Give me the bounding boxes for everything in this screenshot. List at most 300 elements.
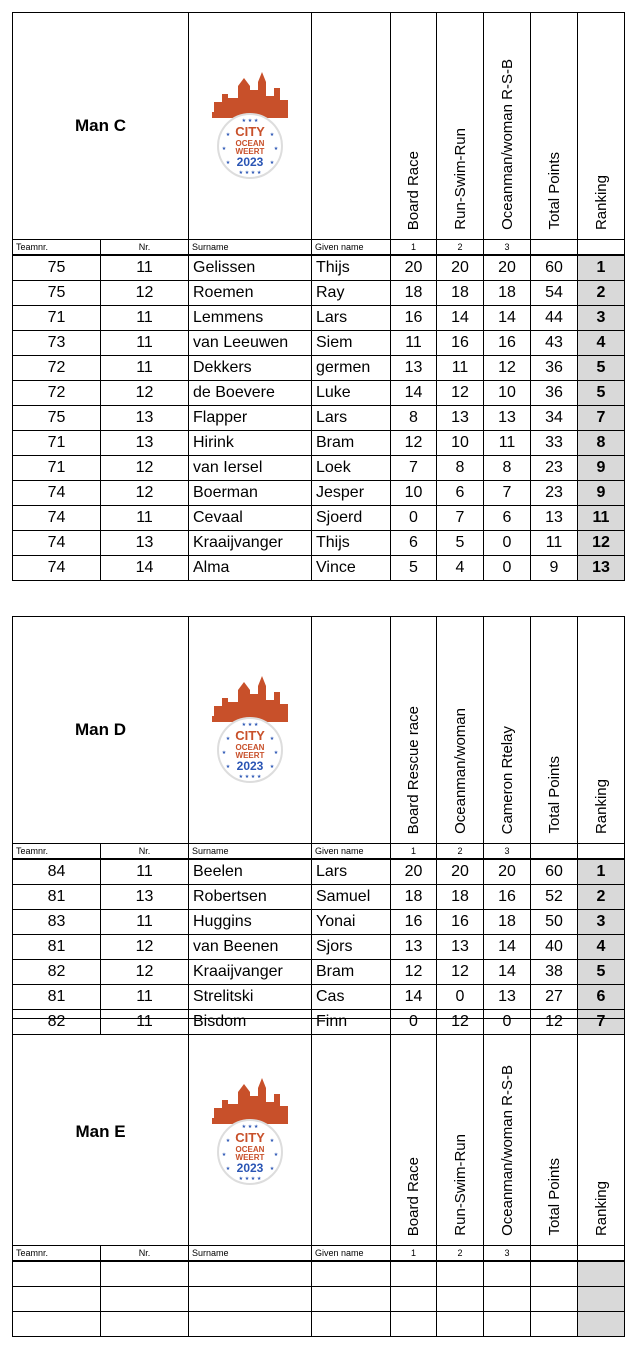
table-row — [13, 306, 625, 331]
event-label: Board Race — [405, 1156, 422, 1236]
empty-cell — [13, 1287, 101, 1312]
event-label: Run-Swim-Run — [451, 1134, 469, 1236]
subheader-blank — [531, 844, 578, 860]
cell-nr: 11 — [101, 859, 189, 885]
event-header — [484, 13, 531, 240]
cell-given: Yonai — [312, 910, 391, 935]
header-blank — [312, 1019, 391, 1246]
cell-surname: Roemen — [189, 281, 312, 306]
cell-team: 73 — [13, 331, 101, 356]
cell-p3: 13 — [484, 985, 531, 1010]
empty-cell — [437, 1287, 484, 1312]
cell-rank: 7 — [578, 406, 625, 431]
ranking-label: Ranking — [592, 1180, 610, 1236]
cell-team: 75 — [13, 281, 101, 306]
cell-total: 34 — [531, 406, 578, 431]
subheader-surname: Surname — [189, 844, 312, 860]
cell-p1: 12 — [391, 960, 437, 985]
cell-surname: Alma — [189, 556, 312, 581]
event-label: Board Race — [405, 150, 422, 230]
cell-p1: 14 — [391, 381, 437, 406]
cell-surname: Gelissen — [189, 255, 312, 281]
cell-nr: 11 — [101, 306, 189, 331]
cell-rank: 6 — [578, 985, 625, 1010]
svg-text:2023: 2023 — [236, 758, 264, 773]
subheader-e1: 1 — [391, 1246, 437, 1262]
cell-p2: 8 — [437, 456, 484, 481]
cell-total: 44 — [531, 306, 578, 331]
cell-p2: 20 — [437, 255, 484, 281]
cell-nr: 12 — [101, 935, 189, 960]
cell-p3: 14 — [484, 960, 531, 985]
svg-text:★ ★ ★: ★ ★ ★ — [241, 117, 259, 124]
cell-given: Jesper — [312, 481, 391, 506]
ranking-header — [578, 1019, 625, 1246]
cell-team: 72 — [13, 381, 101, 406]
cell-nr: 11 — [101, 506, 189, 531]
svg-text:CITY: CITY — [235, 123, 265, 139]
category-title: Man E — [13, 1019, 189, 1246]
svg-text:2023: 2023 — [236, 1160, 264, 1175]
cell-team: 82 — [13, 960, 101, 985]
svg-text:OCEAN: OCEAN — [235, 1144, 265, 1154]
cell-rank: 5 — [578, 960, 625, 985]
empty-rank-cell — [578, 1261, 625, 1287]
subheader-teamnr: Teamnr. — [13, 240, 101, 256]
subheader-surname: Surname — [189, 1246, 312, 1262]
cell-team: 75 — [13, 406, 101, 431]
subheader-nr: Nr. — [101, 1246, 189, 1262]
event-label: Cameron Rtelay — [498, 725, 516, 834]
cell-nr: 11 — [101, 985, 189, 1010]
cell-p3: 6 — [484, 506, 531, 531]
cell-p2: 12 — [437, 381, 484, 406]
table-row — [13, 481, 625, 506]
total-header — [531, 13, 578, 240]
cell-nr: 11 — [101, 356, 189, 381]
empty-cell — [312, 1287, 391, 1312]
city-ocean-weert-logo — [208, 68, 292, 180]
cell-p2: 11 — [437, 356, 484, 381]
cell-team: 81 — [13, 935, 101, 960]
cell-rank: 1 — [578, 859, 625, 885]
table-row — [13, 431, 625, 456]
subheader-given: Given name — [312, 844, 391, 860]
cell-p3: 20 — [484, 859, 531, 885]
cell-p2: 12 — [437, 960, 484, 985]
cell-given: Samuel — [312, 885, 391, 910]
svg-text:★: ★ — [225, 735, 231, 742]
cell-surname: Kraaijvanger — [189, 531, 312, 556]
cell-total: 23 — [531, 481, 578, 506]
cell-given: Thijs — [312, 531, 391, 556]
total-label: Total Points — [545, 1158, 563, 1236]
cell-given: Bram — [312, 960, 391, 985]
cell-team: 74 — [13, 531, 101, 556]
cell-rank: 2 — [578, 885, 625, 910]
cell-surname: Beelen — [189, 859, 312, 885]
cell-p1: 11 — [391, 331, 437, 356]
svg-text:2023: 2023 — [236, 154, 264, 169]
cell-given: Vince — [312, 556, 391, 581]
total-label: Total Points — [545, 756, 563, 834]
cell-p2: 13 — [437, 935, 484, 960]
table-row — [13, 456, 625, 481]
cell-surname: Robertsen — [189, 885, 312, 910]
table-row — [13, 960, 625, 985]
cell-p2: 16 — [437, 910, 484, 935]
cell-team: 75 — [13, 255, 101, 281]
subheader-e1: 1 — [391, 240, 437, 256]
cell-p2: 4 — [437, 556, 484, 581]
cell-rank: 3 — [578, 306, 625, 331]
event-label: Oceanman/woman — [451, 708, 469, 834]
ranking-label: Ranking — [592, 778, 610, 834]
svg-text:★ ★ ★ ★: ★ ★ ★ ★ — [238, 773, 262, 780]
column-subheader-row — [13, 240, 625, 256]
table-row — [13, 935, 625, 960]
table-row — [13, 331, 625, 356]
svg-text:★: ★ — [221, 749, 227, 756]
subheader-teamnr: Teamnr. — [13, 844, 101, 860]
cell-nr: 13 — [101, 431, 189, 456]
cell-total: 50 — [531, 910, 578, 935]
cell-team: 83 — [13, 910, 101, 935]
cell-total: 12 — [531, 1010, 578, 1035]
cell-p2: 12 — [437, 1010, 484, 1035]
subheader-teamnr: Teamnr. — [13, 1246, 101, 1262]
subheader-e3: 3 — [484, 844, 531, 860]
subheader-blank — [578, 240, 625, 256]
cell-total: 27 — [531, 985, 578, 1010]
cell-p2: 18 — [437, 281, 484, 306]
cell-rank: 9 — [578, 481, 625, 506]
cell-p1: 10 — [391, 481, 437, 506]
ranking-label: Ranking — [592, 174, 610, 230]
cell-p2: 5 — [437, 531, 484, 556]
svg-text:WEERT: WEERT — [235, 750, 265, 760]
cell-surname: Hirink — [189, 431, 312, 456]
cell-nr: 13 — [101, 885, 189, 910]
cell-total: 40 — [531, 935, 578, 960]
cell-given: Cas — [312, 985, 391, 1010]
cell-p2: 10 — [437, 431, 484, 456]
svg-text:★: ★ — [225, 763, 231, 770]
cell-nr: 12 — [101, 960, 189, 985]
logo-cell — [189, 13, 312, 240]
results-table — [12, 1018, 625, 1337]
total-header — [531, 617, 578, 844]
cell-p2: 6 — [437, 481, 484, 506]
cell-surname: de Boevere — [189, 381, 312, 406]
cell-nr: 12 — [101, 456, 189, 481]
table-row — [13, 506, 625, 531]
empty-cell — [13, 1312, 101, 1337]
logo-cell — [189, 1019, 312, 1246]
cell-surname: Kraaijvanger — [189, 960, 312, 985]
header-row — [13, 1019, 625, 1246]
cell-p1: 13 — [391, 935, 437, 960]
cell-given: Loek — [312, 456, 391, 481]
cell-p3: 20 — [484, 255, 531, 281]
table-row — [13, 556, 625, 581]
cell-p2: 16 — [437, 331, 484, 356]
table-row — [13, 859, 625, 885]
cell-surname: Dekkers — [189, 356, 312, 381]
table-row — [13, 356, 625, 381]
total-label: Total Points — [545, 152, 563, 230]
subheader-blank — [531, 240, 578, 256]
cell-given: germen — [312, 356, 391, 381]
empty-cell — [437, 1261, 484, 1287]
subheader-e2: 2 — [437, 844, 484, 860]
cell-p3: 8 — [484, 456, 531, 481]
subheader-nr: Nr. — [101, 844, 189, 860]
empty-row — [13, 1287, 625, 1312]
empty-rank-cell — [578, 1312, 625, 1337]
table-row — [13, 406, 625, 431]
event-header — [484, 1019, 531, 1246]
empty-cell — [101, 1261, 189, 1287]
cell-rank: 9 — [578, 456, 625, 481]
results-table — [12, 616, 625, 1035]
empty-cell — [484, 1287, 531, 1312]
cell-p1: 14 — [391, 985, 437, 1010]
cell-team: 74 — [13, 556, 101, 581]
cell-p2: 7 — [437, 506, 484, 531]
results-table — [12, 12, 625, 581]
table-row — [13, 381, 625, 406]
table-row — [13, 255, 625, 281]
cell-nr: 14 — [101, 556, 189, 581]
subheader-surname: Surname — [189, 240, 312, 256]
city-ocean-weert-logo — [208, 1074, 292, 1186]
cell-given: Lars — [312, 859, 391, 885]
event-header — [437, 13, 484, 240]
svg-text:★ ★ ★ ★: ★ ★ ★ ★ — [238, 1175, 262, 1182]
svg-text:★: ★ — [269, 763, 275, 770]
svg-text:★: ★ — [273, 749, 279, 756]
subheader-e2: 2 — [437, 1246, 484, 1262]
cell-nr: 11 — [101, 255, 189, 281]
empty-cell — [101, 1287, 189, 1312]
cell-nr: 11 — [101, 1010, 189, 1035]
svg-text:★: ★ — [269, 131, 275, 138]
svg-text:★: ★ — [221, 145, 227, 152]
cell-nr: 12 — [101, 381, 189, 406]
results-table-block — [12, 1018, 624, 1337]
cell-rank: 5 — [578, 381, 625, 406]
cell-p1: 16 — [391, 306, 437, 331]
empty-cell — [484, 1312, 531, 1337]
svg-text:★ ★ ★: ★ ★ ★ — [241, 721, 259, 728]
empty-cell — [531, 1287, 578, 1312]
empty-cell — [101, 1312, 189, 1337]
cell-p3: 12 — [484, 356, 531, 381]
svg-text:★: ★ — [225, 159, 231, 166]
cell-p1: 20 — [391, 255, 437, 281]
category-title: Man D — [13, 617, 189, 844]
subheader-given: Given name — [312, 1246, 391, 1262]
svg-text:★: ★ — [225, 1165, 231, 1172]
ranking-header — [578, 617, 625, 844]
cell-total: 9 — [531, 556, 578, 581]
cell-team: 74 — [13, 481, 101, 506]
empty-cell — [189, 1287, 312, 1312]
cell-team: 81 — [13, 985, 101, 1010]
empty-cell — [437, 1312, 484, 1337]
empty-cell — [391, 1261, 437, 1287]
subheader-e3: 3 — [484, 240, 531, 256]
cell-p3: 0 — [484, 556, 531, 581]
cell-given: Luke — [312, 381, 391, 406]
cell-p3: 16 — [484, 885, 531, 910]
cell-total: 13 — [531, 506, 578, 531]
cell-given: Sjors — [312, 935, 391, 960]
cell-p3: 13 — [484, 406, 531, 431]
subheader-given: Given name — [312, 240, 391, 256]
cell-p3: 18 — [484, 910, 531, 935]
cell-total: 60 — [531, 255, 578, 281]
cell-p3: 14 — [484, 935, 531, 960]
empty-cell — [391, 1312, 437, 1337]
results-table-block — [12, 12, 624, 581]
cell-team: 71 — [13, 306, 101, 331]
cell-given: Ray — [312, 281, 391, 306]
empty-cell — [391, 1287, 437, 1312]
cell-nr: 13 — [101, 531, 189, 556]
cell-rank: 12 — [578, 531, 625, 556]
results-table-block — [12, 616, 624, 1035]
event-label: Run-Swim-Run — [451, 128, 469, 230]
cell-rank: 7 — [578, 1010, 625, 1035]
empty-cell — [189, 1261, 312, 1287]
cell-p3: 14 — [484, 306, 531, 331]
cell-nr: 13 — [101, 406, 189, 431]
cell-p3: 0 — [484, 1010, 531, 1035]
cell-team: 82 — [13, 1010, 101, 1035]
empty-cell — [189, 1312, 312, 1337]
cell-total: 43 — [531, 331, 578, 356]
cell-rank: 4 — [578, 331, 625, 356]
table-row — [13, 531, 625, 556]
ranking-header — [578, 13, 625, 240]
cell-p1: 8 — [391, 406, 437, 431]
cell-p2: 0 — [437, 985, 484, 1010]
subheader-blank — [578, 1246, 625, 1262]
cell-surname: Cevaal — [189, 506, 312, 531]
subheader-e1: 1 — [391, 844, 437, 860]
event-header — [437, 1019, 484, 1246]
svg-text:★: ★ — [273, 145, 279, 152]
header-blank — [312, 617, 391, 844]
cell-total: 36 — [531, 381, 578, 406]
cell-given: Siem — [312, 331, 391, 356]
cell-p1: 5 — [391, 556, 437, 581]
cell-total: 23 — [531, 456, 578, 481]
subheader-e2: 2 — [437, 240, 484, 256]
empty-cell — [312, 1312, 391, 1337]
cell-nr: 12 — [101, 281, 189, 306]
svg-text:WEERT: WEERT — [235, 146, 265, 156]
subheader-nr: Nr. — [101, 240, 189, 256]
cell-p3: 16 — [484, 331, 531, 356]
cell-given: Sjoerd — [312, 506, 391, 531]
svg-text:CITY: CITY — [235, 1129, 265, 1145]
cell-rank: 13 — [578, 556, 625, 581]
empty-cell — [312, 1261, 391, 1287]
total-header — [531, 1019, 578, 1246]
cell-total: 36 — [531, 356, 578, 381]
cell-p1: 13 — [391, 356, 437, 381]
cell-nr: 11 — [101, 910, 189, 935]
svg-text:★ ★ ★ ★: ★ ★ ★ ★ — [238, 169, 262, 176]
cell-p3: 0 — [484, 531, 531, 556]
empty-cell — [531, 1261, 578, 1287]
cell-p1: 12 — [391, 431, 437, 456]
svg-text:★: ★ — [269, 1165, 275, 1172]
cell-p2: 14 — [437, 306, 484, 331]
empty-cell — [13, 1261, 101, 1287]
svg-text:★: ★ — [269, 735, 275, 742]
cell-nr: 11 — [101, 331, 189, 356]
cell-total: 54 — [531, 281, 578, 306]
cell-given: Bram — [312, 431, 391, 456]
cell-total: 38 — [531, 960, 578, 985]
svg-text:★: ★ — [269, 1137, 275, 1144]
table-row — [13, 985, 625, 1010]
svg-text:OCEAN: OCEAN — [235, 742, 265, 752]
empty-row — [13, 1261, 625, 1287]
column-subheader-row — [13, 1246, 625, 1262]
cell-p1: 6 — [391, 531, 437, 556]
cell-p2: 20 — [437, 859, 484, 885]
empty-cell — [531, 1312, 578, 1337]
cell-p3: 18 — [484, 281, 531, 306]
cell-surname: Flapper — [189, 406, 312, 431]
empty-cell — [484, 1261, 531, 1287]
logo-cell — [189, 617, 312, 844]
table-row — [13, 885, 625, 910]
cell-total: 52 — [531, 885, 578, 910]
cell-p2: 13 — [437, 406, 484, 431]
cell-given: Thijs — [312, 255, 391, 281]
cell-surname: Lemmens — [189, 306, 312, 331]
cell-rank: 4 — [578, 935, 625, 960]
empty-rank-cell — [578, 1287, 625, 1312]
cell-p3: 11 — [484, 431, 531, 456]
cell-p1: 0 — [391, 1010, 437, 1035]
event-label: Board Rescue race — [405, 705, 422, 834]
cell-given: Lars — [312, 406, 391, 431]
svg-text:★: ★ — [225, 131, 231, 138]
cell-p1: 18 — [391, 885, 437, 910]
category-title: Man C — [13, 13, 189, 240]
event-header — [391, 13, 437, 240]
cell-given: Lars — [312, 306, 391, 331]
cell-surname: Huggins — [189, 910, 312, 935]
header-row — [13, 13, 625, 240]
cell-surname: Strelitski — [189, 985, 312, 1010]
svg-text:CITY: CITY — [235, 727, 265, 743]
cell-rank: 11 — [578, 506, 625, 531]
svg-text:★ ★ ★: ★ ★ ★ — [241, 1123, 259, 1130]
subheader-e3: 3 — [484, 1246, 531, 1262]
cell-surname: van Leeuwen — [189, 331, 312, 356]
cell-surname: Boerman — [189, 481, 312, 506]
subheader-blank — [578, 844, 625, 860]
subheader-blank — [531, 1246, 578, 1262]
